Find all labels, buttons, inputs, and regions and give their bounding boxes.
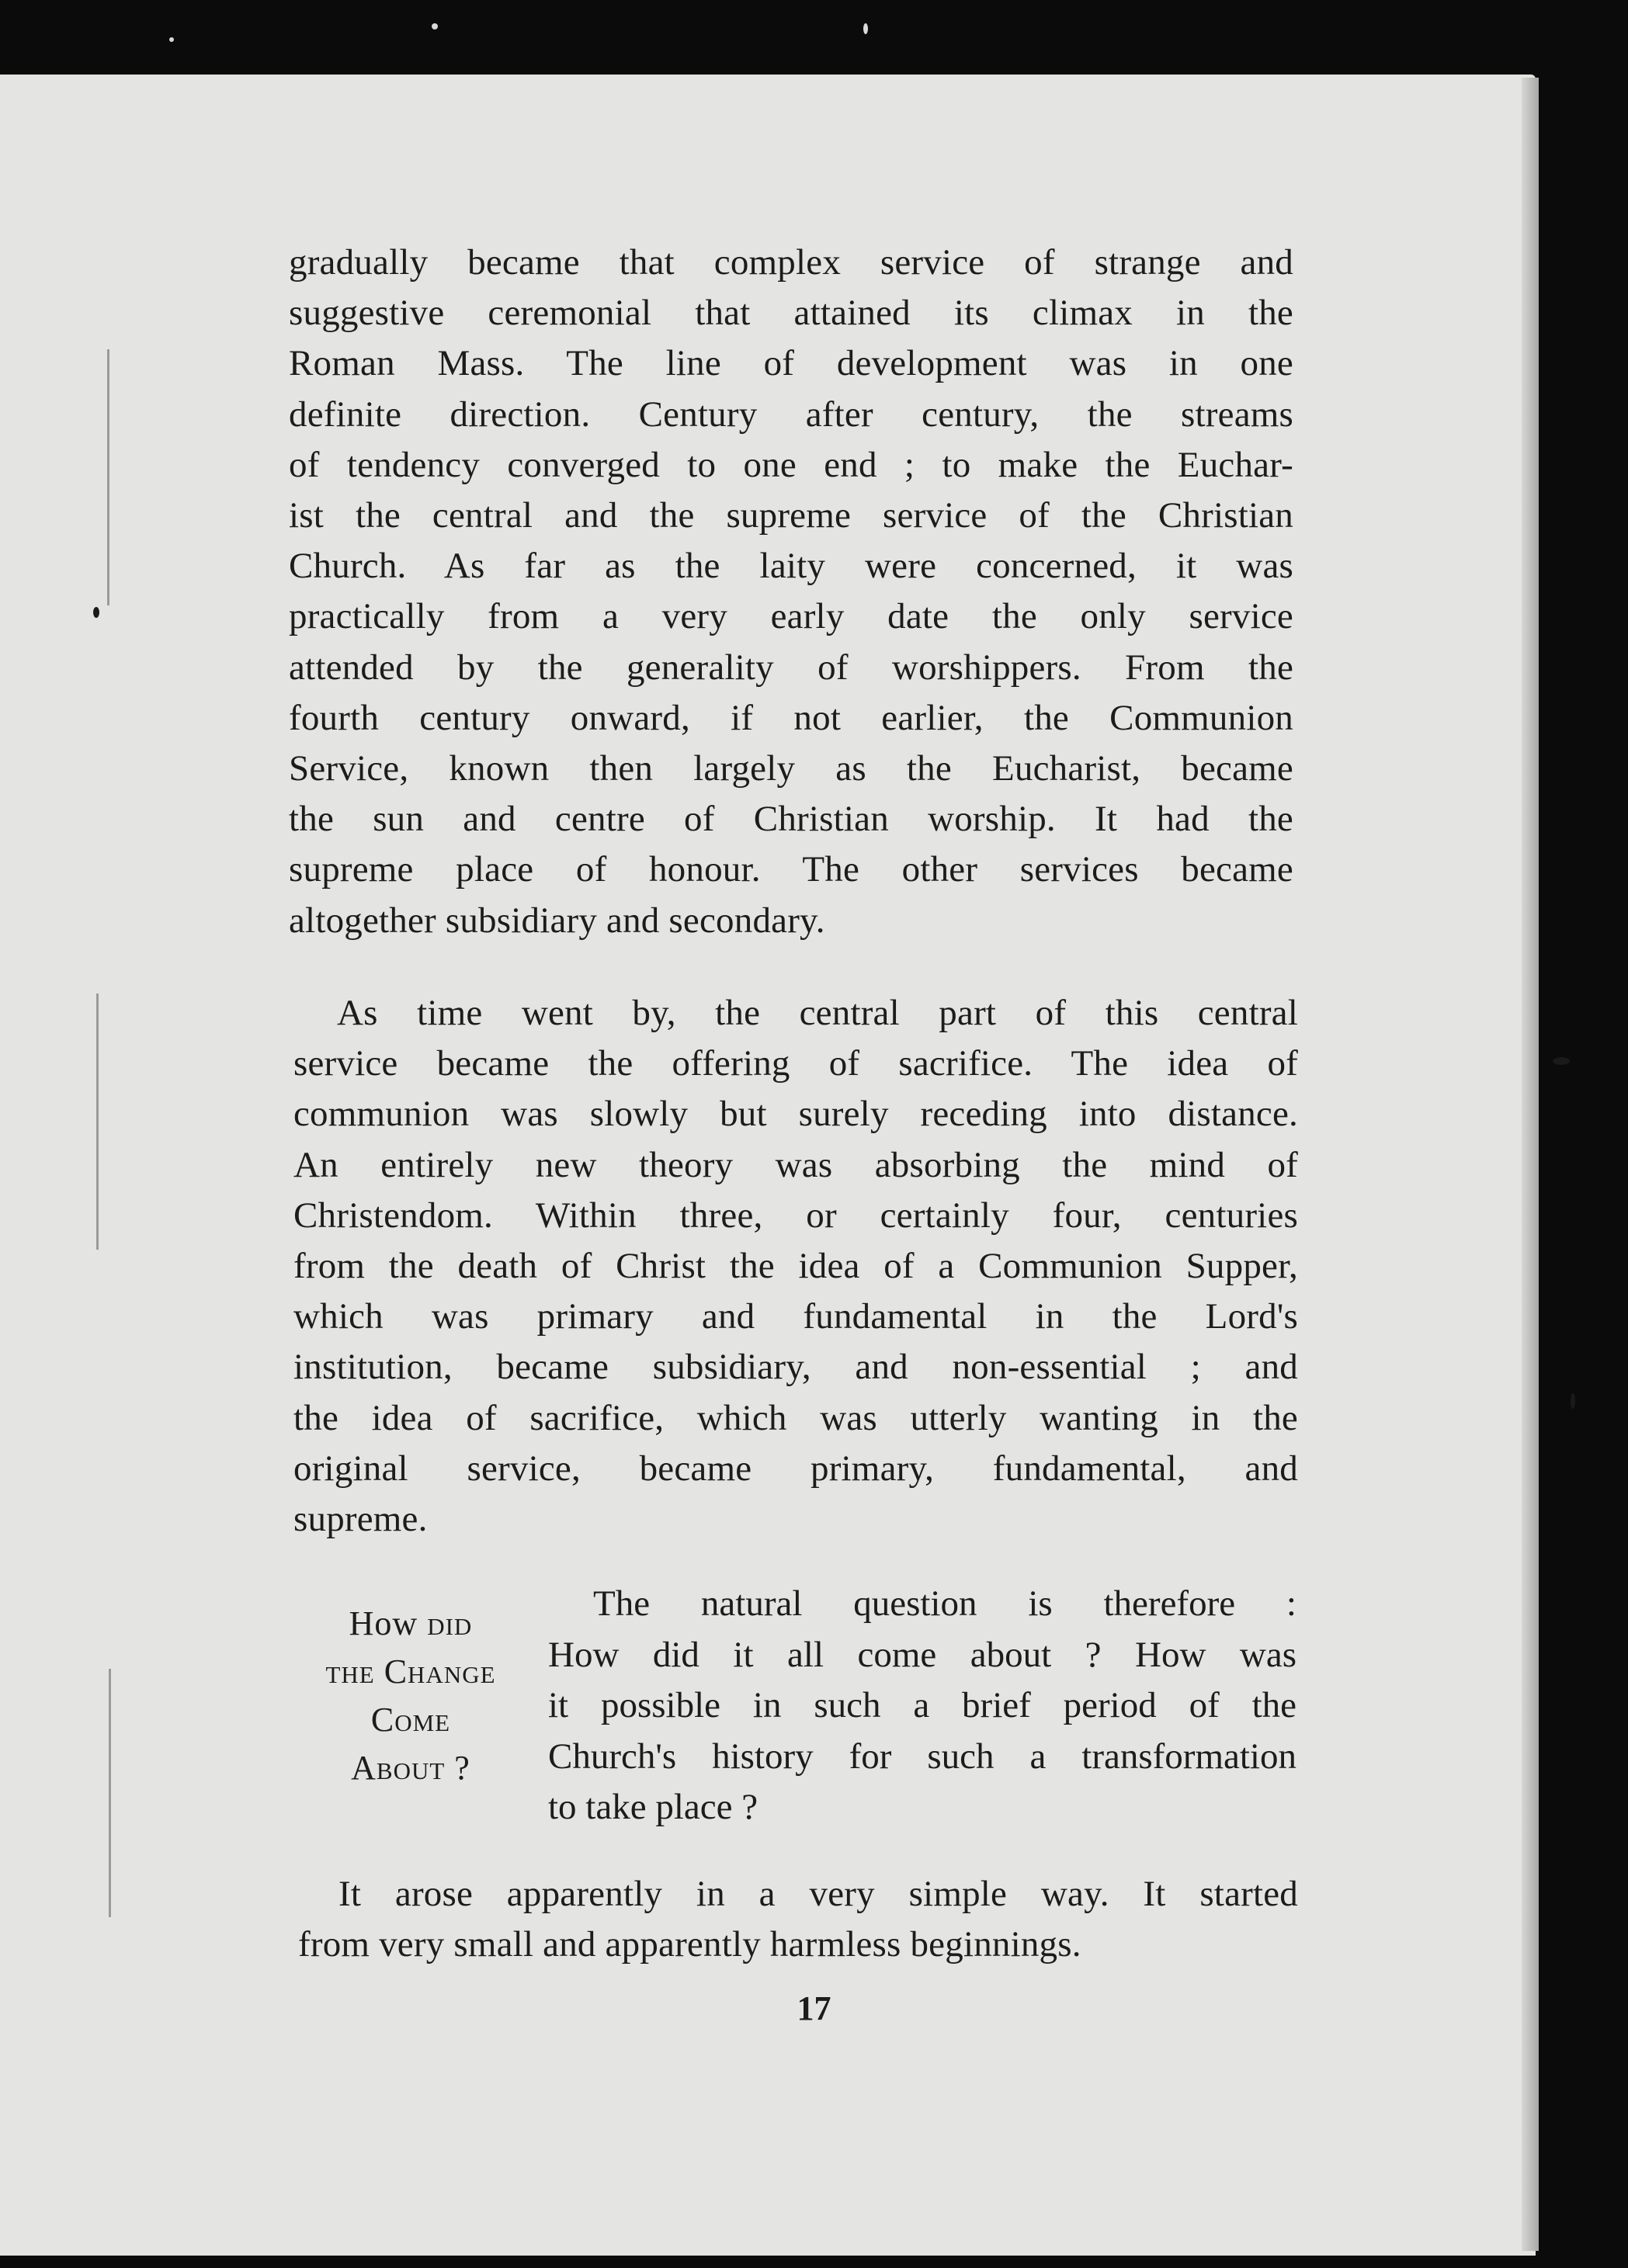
paragraph-3 [298,1869,1298,1970]
text-line: original service, became primary, fundamental, and [293,1448,1298,1489]
text-line: practically from a very early date the only service [289,596,1293,637]
scan-speck [432,23,438,29]
margin-heading-word: did [427,1604,473,1642]
text-line: suggestive ceremonial that attained its climax in the [289,293,1293,334]
text-line: institution, became subsidiary, and non-essential ; and [293,1347,1298,1388]
margin-heading-line [281,1600,540,1648]
text-line: altogether subsidiary and secondary. [289,900,825,941]
page-number: 17 [797,1989,831,2027]
text-line: from very small and apparently harmless beginnings. [298,1924,1081,1965]
text-line: supreme place of honour. The other services became [289,849,1293,890]
text-line: supreme. [293,1499,428,1540]
margin-heading-word: the [325,1652,375,1691]
text-line: from the death of Christ the idea of a Communion Supper, [293,1246,1298,1287]
text-line: the idea of sacrifice, which was utterly wanting in the [293,1397,1298,1438]
text-line: attended by the generality of worshippers. From the [289,647,1293,688]
text-line: the sun and centre of Christian worship. It had the [289,799,1293,840]
text-line: The natural question is therefore : [593,1583,1296,1624]
text-line: of tendency converged to one end ; to make the Euchar- [289,444,1293,485]
text-line: Church's history for such a transformation [548,1736,1296,1777]
text-line: ist the central and the supreme service of the Christian [289,495,1293,536]
text-line: How did it all come about ? How was [548,1634,1296,1675]
margin-heading-line: About ? [351,1749,470,1787]
scan-speck [93,607,99,618]
binding-mark [96,994,99,1250]
text-line: Church. As far as the laity were concerned, it was [289,546,1293,587]
text-line: definite direction. Century after century, the streams [289,394,1293,435]
scan-speck [169,37,174,42]
text-line: it possible in such a brief period of the [548,1685,1296,1725]
text-line: Roman Mass. The line of development was in one [289,343,1293,384]
page-edge-shadow [1522,78,1539,2251]
text-line: service became the offering of sacrifice. The idea of [293,1043,1298,1084]
text-line: fourth century onward, if not earlier, the Communion [289,697,1293,738]
paragraph-2 [293,988,1298,1545]
binding-mark [109,1669,111,1917]
margin-heading-word: Change [384,1652,496,1691]
scan-speck [1571,1393,1575,1409]
scan-speck [863,23,868,34]
text-line: As time went by, the central part of this central [337,993,1298,1033]
side-paragraph [548,1579,1296,1833]
paragraph-1 [289,238,1293,946]
text-line: which was primary and fundamental in the Lord's [293,1296,1298,1337]
text-line: It arose apparently in a very simple way. It started [338,1874,1298,1914]
binding-mark [107,349,109,605]
text-line: Christendom. Within three, or certainly four, centuries [293,1195,1298,1236]
text-line: communion was slowly but surely receding into distance. [293,1094,1298,1135]
text-line: gradually became that complex service of strange and [289,242,1293,283]
margin-heading-line [281,1648,540,1696]
margin-heading-line: Come [370,1701,451,1739]
scan-speck [1553,1057,1570,1065]
margin-heading [281,1600,540,1792]
text-line: An entirely new theory was absorbing the mind of [293,1144,1298,1185]
margin-heading-word: How [349,1604,418,1642]
text-line: Service, known then largely as the Eucharist, became [289,748,1293,789]
text-line: to take place ? [548,1787,758,1827]
